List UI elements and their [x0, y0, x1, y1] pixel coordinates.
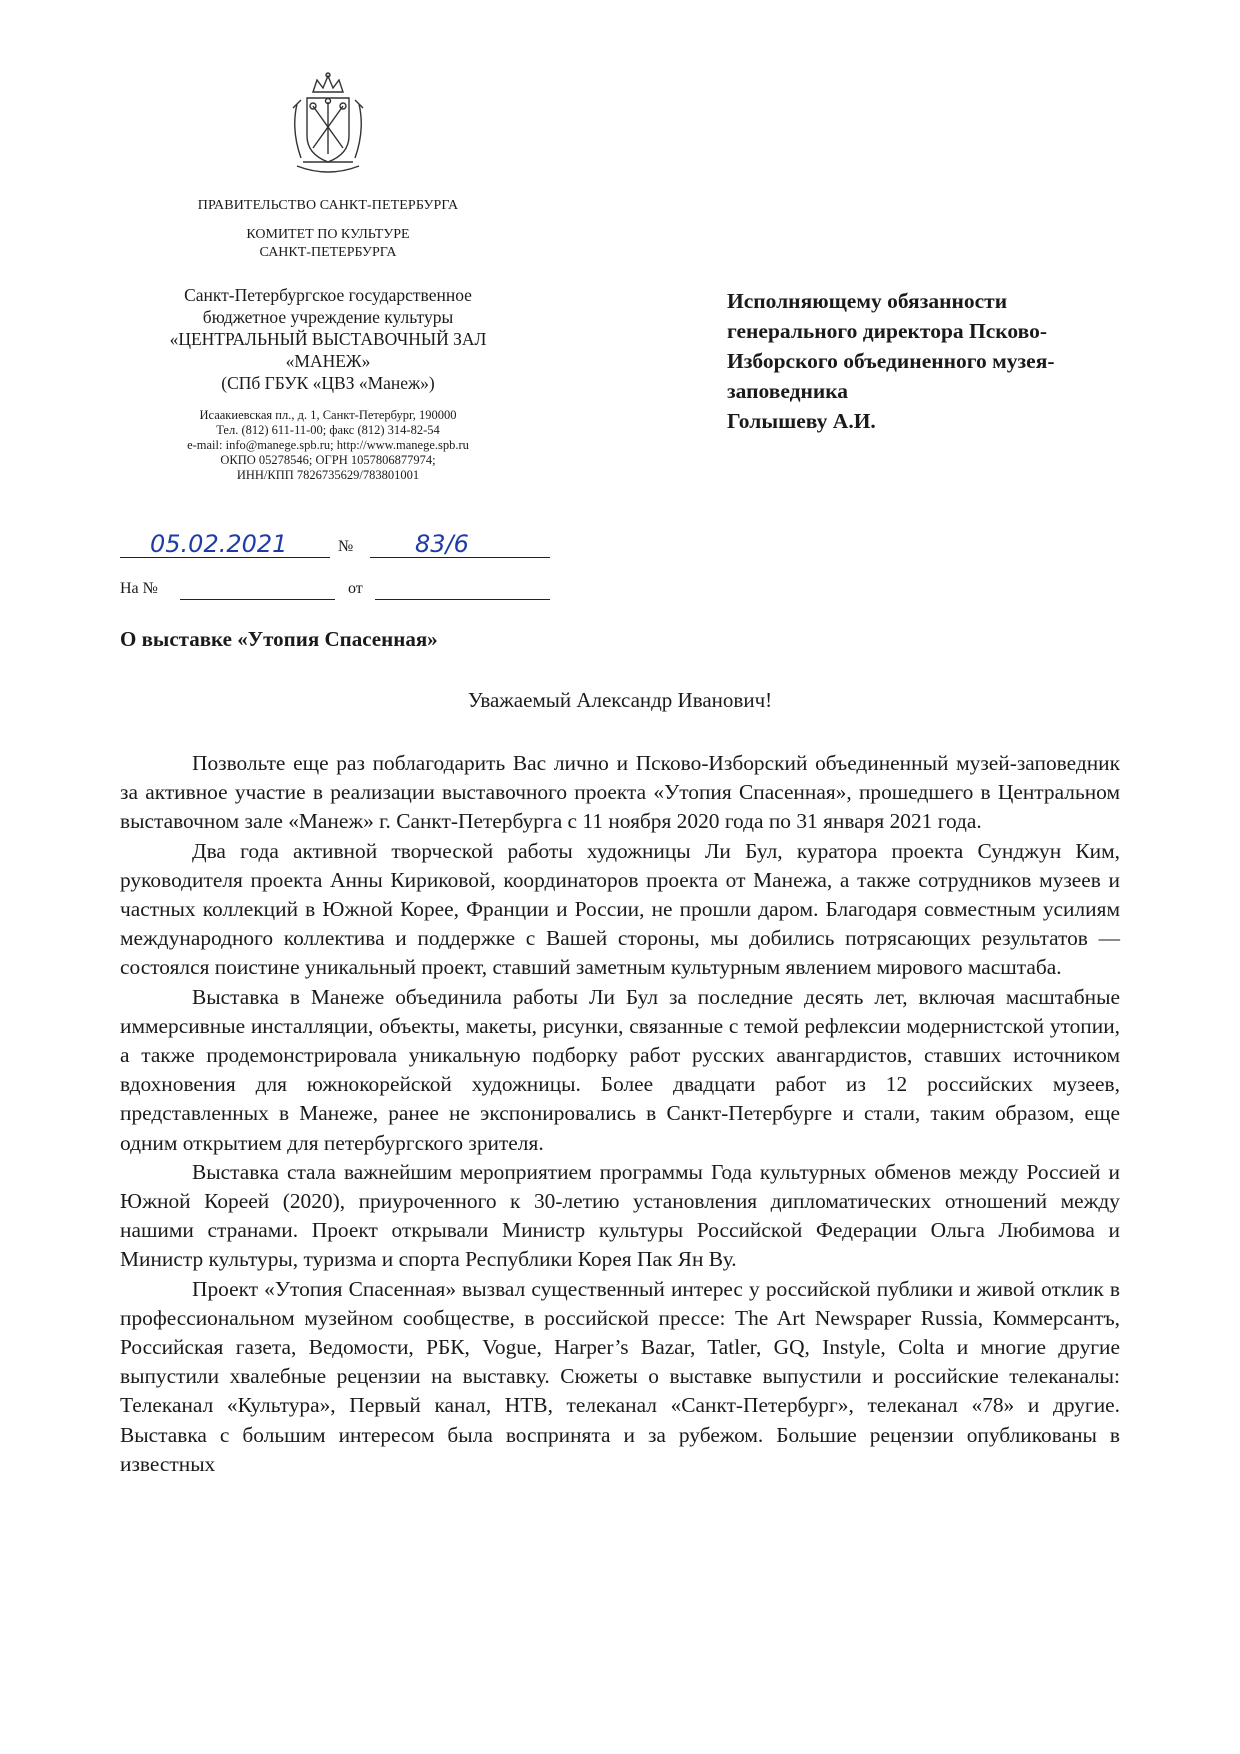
body-paragraph: Проект «Утопия Спасенная» вызвал существенный интерес у российской публики и живой отклик в профессиональном музейном сообществе, в российской прессе: The Art Newspaper Russia, Коммерсантъ, Российская газета, Ведомости, РБК, Vogue, Harper’s Bazar, Tatler, GQ, Instyle, Colta и многие другие выпустили хвалебные рецензии на выставку. Сюжеты о выставке выпустили и российские телеканалы: Телеканал «Культура», Первый канал, НТВ, телеканал «Санкт-Петербург», телеканал «78» и другие. Выставка с большим интересом была воспринята и за рубежом. Большие рецензии опубликованы в известных [120, 1276, 1120, 1476]
body-paragraph: Выставка стала важнейшим мероприятием программы Года культурных обменов между Россией и Южной Кореей (2020), приуроченного к 30-летию установления дипломатических отношений между нашими странами. Проект открывали Министр культуры Российской Федерации Ольга Любимова и Министр культуры, туризма и спорта Республики Корея Пак Ян Ву. [120, 1159, 1120, 1272]
greeting: Уважаемый Александр Иванович! [467, 688, 773, 712]
institution-line: «ЦЕНТРАЛЬНЫЙ ВЫСТАВОЧНЫЙ ЗАЛ [169, 329, 487, 349]
reply-date-underline [375, 599, 550, 600]
reply-to-line [120, 574, 550, 604]
contacts-line: Тел. (812) 611-11-00; факс (812) 314-82-54 [216, 423, 440, 437]
institution-line: «МАНЕЖ» [285, 351, 371, 371]
letter-subject: О выставке «Утопия Спасенная» [120, 627, 438, 651]
letterhead [108, 70, 548, 483]
committee-line: САНКТ-ПЕТЕРБУРГА [259, 245, 397, 260]
registration-number: 83/6 [415, 530, 469, 558]
contacts-line: e-mail: info@manege.spb.ru; http://www.manege.spb.ru [187, 438, 469, 452]
body-paragraph: Позвольте еще раз поблагодарить Вас лично и Псково-Изборский объединенный музей-заповедник за активное участие в реализации выставочного проекта «Утопия Спасенная», прошедшего в Центральном выставочном зале «Манеж» г. Санкт-Петербурга с 11 ноября 2020 года по 31 января 2021 года. [120, 751, 1120, 834]
addressee [727, 286, 1157, 436]
body-paragraph: Два года активной творческой работы художницы Ли Бул, куратора проекта Сунджун Ким, руководителя проекта Анны Кириковой, координаторов проекта от Манежа, а также сотрудников музеев и частных коллекций в Южной Корее, Франции и России, не прошли даром. Благодаря совместным усилиям международного коллектива и поддержке с Вашей стороны, мы добились потрясающих результатов — состоялся поистине уникальный проект, ставший заметным культурным явлением мирового масштаба. [120, 838, 1120, 980]
addressee-line: Изборского объединенного музея- [727, 349, 1055, 373]
government-name: ПРАВИТЕЛЬСТВО САНКТ-ПЕТЕРБУРГА [197, 198, 459, 213]
institution-contacts [108, 408, 548, 483]
registration-date: 05.02.2021 [150, 530, 288, 558]
institution-name [108, 284, 548, 394]
institution-line: Санкт-Петербургское государственное [184, 285, 472, 305]
contacts-line: ИНН/КПП 7826735629/783801001 [236, 468, 420, 482]
contacts-line: ОКПО 05278546; ОГРН 1057806877974; [220, 453, 436, 467]
committee-line: КОМИТЕТ ПО КУЛЬТУРЕ [246, 227, 410, 242]
reply-number-underline [180, 599, 335, 600]
saint-petersburg-coat-of-arms-icon [283, 70, 373, 180]
registration-line [120, 532, 550, 562]
body-paragraph: Выставка в Манеже объединила работы Ли Бул за последние десять лет, включая масштабные иммерсивные инсталляции, объекты, макеты, рисунки, связанные с темой рефлексии модернистской утопии, а также продемонстрировала уникальную подборку работ русских авангардистов, ставших источником вдохновения для южнокорейской художницы. Более двадцати работ из 12 российских музеев, представленных в Манеже, ранее не экспонировались в Санкт-Петербурге и стали, таким образом, еще одним открытием для петербургского зрителя. [120, 984, 1120, 1155]
institution-line: бюджетное учреждение культуры [202, 307, 454, 327]
institution-line: (СПб ГБУК «ЦВЗ «Манеж») [221, 373, 435, 393]
addressee-line: генерального директора Псково- [727, 319, 1047, 343]
letter-body [120, 749, 1120, 1479]
number-label: № [338, 538, 354, 555]
from-label: от [348, 580, 363, 597]
addressee-line: заповедника [727, 379, 849, 403]
addressee-line: Голышеву А.И. [727, 409, 876, 433]
contacts-line: Исаакиевская пл., д. 1, Санкт-Петербург, 190000 [199, 408, 457, 422]
committee-name [108, 226, 548, 262]
reply-to-label: На № [120, 580, 158, 597]
addressee-line: Исполняющему обязанности [727, 289, 1008, 313]
